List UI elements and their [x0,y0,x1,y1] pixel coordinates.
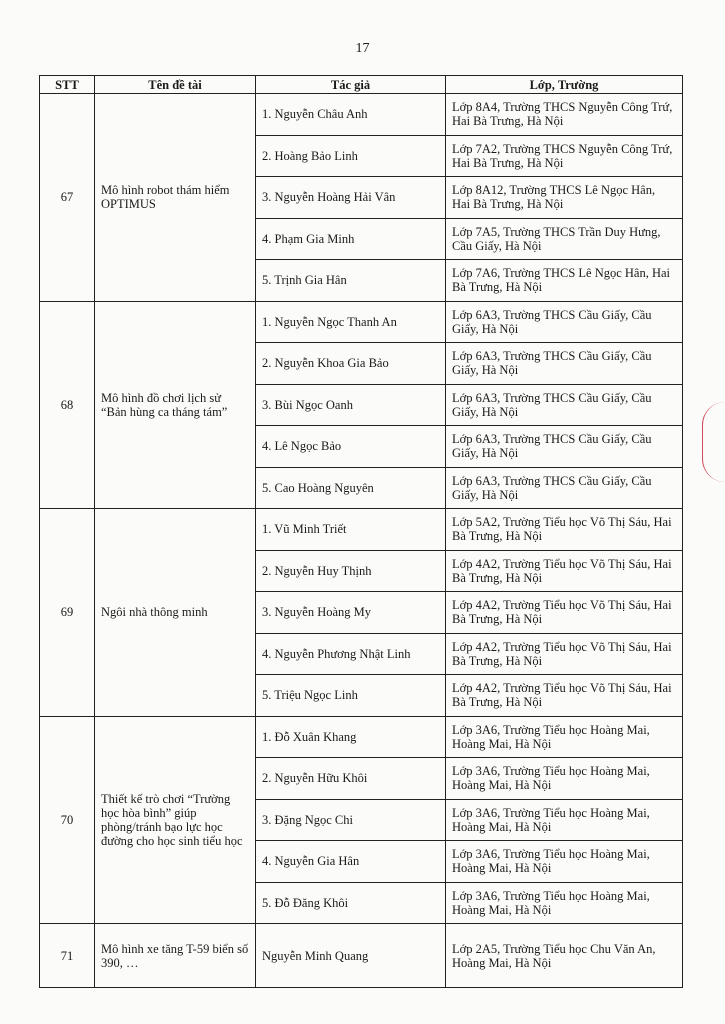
school-cell: Lớp 3A6, Trường Tiểu học Hoàng Mai, Hoàng Mai, Hà Nội [446,799,683,841]
school-cell: Lớp 4A2, Trường Tiểu học Võ Thị Sáu, Hai Bà Trưng, Hà Nội [446,675,683,717]
school-cell: Lớp 4A2, Trường Tiểu học Võ Thị Sáu, Hai Bà Trưng, Hà Nội [446,633,683,675]
school-cell: Lớp 7A6, Trường THCS Lê Ngọc Hân, Hai Bà Trưng, Hà Nội [446,260,683,302]
school-cell: Lớp 5A2, Trường Tiểu học Võ Thị Sáu, Hai Bà Trưng, Hà Nội [446,509,683,551]
author-cell: 1. Đỗ Xuân Khang [256,716,446,758]
stt-cell: 71 [40,924,95,988]
school-cell: Lớp 2A5, Trường Tiểu học Chu Văn An, Hoàng Mai, Hà Nội [446,924,683,988]
school-cell: Lớp 6A3, Trường THCS Cầu Giấy, Cầu Giấy, Hà Nội [446,301,683,343]
stt-cell: 70 [40,716,95,924]
table-row [40,716,683,758]
stt-cell: 68 [40,301,95,509]
school-cell: Lớp 6A3, Trường THCS Cầu Giấy, Cầu Giấy, Hà Nội [446,426,683,468]
topic-cell: Mô hình đồ chơi lịch sử “Bản hùng ca tháng tám” [95,301,256,509]
page-number: 17 [355,41,370,56]
author-cell: 5. Triệu Ngọc Linh [256,675,446,717]
topic-cell: Mô hình robot thám hiểm OPTIMUS [95,94,256,302]
author-cell: 2. Hoàng Bảo Linh [256,135,446,177]
author-cell: 3. Nguyễn Hoàng Hải Vân [256,177,446,219]
school-cell: Lớp 3A6, Trường Tiểu học Hoàng Mai, Hoàng Mai, Hà Nội [446,758,683,800]
author-cell: 5. Cao Hoàng Nguyên [256,467,446,509]
author-cell: 3. Nguyễn Hoàng My [256,592,446,634]
topic-cell: Ngôi nhà thông minh [95,509,256,717]
table-body [40,94,683,988]
author-cell: 2. Nguyễn Khoa Gia Bảo [256,343,446,385]
stt-cell: 67 [40,94,95,302]
stamp-mark [702,402,725,482]
school-cell: Lớp 3A6, Trường Tiểu học Hoàng Mai, Hoàng Mai, Hà Nội [446,882,683,924]
header-author: Tác giả [256,76,446,94]
school-cell: Lớp 4A2, Trường Tiểu học Võ Thị Sáu, Hai Bà Trưng, Hà Nội [446,592,683,634]
school-cell: Lớp 8A12, Trường THCS Lê Ngọc Hân, Hai Bà Trưng, Hà Nội [446,177,683,219]
header-stt: STT [40,76,95,94]
author-cell: 4. Phạm Gia Minh [256,218,446,260]
school-cell: Lớp 8A4, Trường THCS Nguyễn Công Trứ, Hai Bà Trưng, Hà Nội [446,94,683,136]
topic-cell: Thiết kế trò chơi “Trường học hòa bình” giúp phòng/tránh bạo lực học đường cho học sinh tiểu học [95,716,256,924]
table-row [40,509,683,551]
author-cell: 3. Bùi Ngọc Oanh [256,384,446,426]
school-cell: Lớp 6A3, Trường THCS Cầu Giấy, Cầu Giấy, Hà Nội [446,343,683,385]
school-cell: Lớp 3A6, Trường Tiểu học Hoàng Mai, Hoàng Mai, Hà Nội [446,841,683,883]
table-row [40,301,683,343]
topic-cell: Mô hình xe tăng T-59 biển số 390, … [95,924,256,988]
author-cell: 5. Trịnh Gia Hân [256,260,446,302]
author-cell: 5. Đỗ Đăng Khôi [256,882,446,924]
author-cell: 2. Nguyễn Hữu Khôi [256,758,446,800]
author-cell: 4. Lê Ngọc Bảo [256,426,446,468]
author-cell: 4. Nguyễn Phương Nhật Linh [256,633,446,675]
author-cell: 4. Nguyễn Gia Hân [256,841,446,883]
table-header-row [40,76,683,94]
author-cell: 1. Nguyễn Châu Anh [256,94,446,136]
school-cell: Lớp 4A2, Trường Tiểu học Võ Thị Sáu, Hai Bà Trưng, Hà Nội [446,550,683,592]
school-cell: Lớp 6A3, Trường THCS Cầu Giấy, Cầu Giấy, Hà Nội [446,384,683,426]
header-school: Lớp, Trường [446,76,683,94]
table-row [40,924,683,988]
school-cell: Lớp 7A2, Trường THCS Nguyễn Công Trứ, Hai Bà Trưng, Hà Nội [446,135,683,177]
school-cell: Lớp 6A3, Trường THCS Cầu Giấy, Cầu Giấy, Hà Nội [446,467,683,509]
header-topic: Tên đề tài [95,76,256,94]
school-cell: Lớp 3A6, Trường Tiểu học Hoàng Mai, Hoàng Mai, Hà Nội [446,716,683,758]
stt-cell: 69 [40,509,95,717]
award-table [39,75,683,988]
author-cell: 1. Vũ Minh Triết [256,509,446,551]
school-cell: Lớp 7A5, Trường THCS Trần Duy Hưng, Cầu Giấy, Hà Nội [446,218,683,260]
author-cell: 3. Đặng Ngọc Chi [256,799,446,841]
author-cell: 1. Nguyễn Ngọc Thanh An [256,301,446,343]
table-row [40,94,683,136]
author-cell: Nguyễn Minh Quang [256,924,446,988]
author-cell: 2. Nguyễn Huy Thịnh [256,550,446,592]
